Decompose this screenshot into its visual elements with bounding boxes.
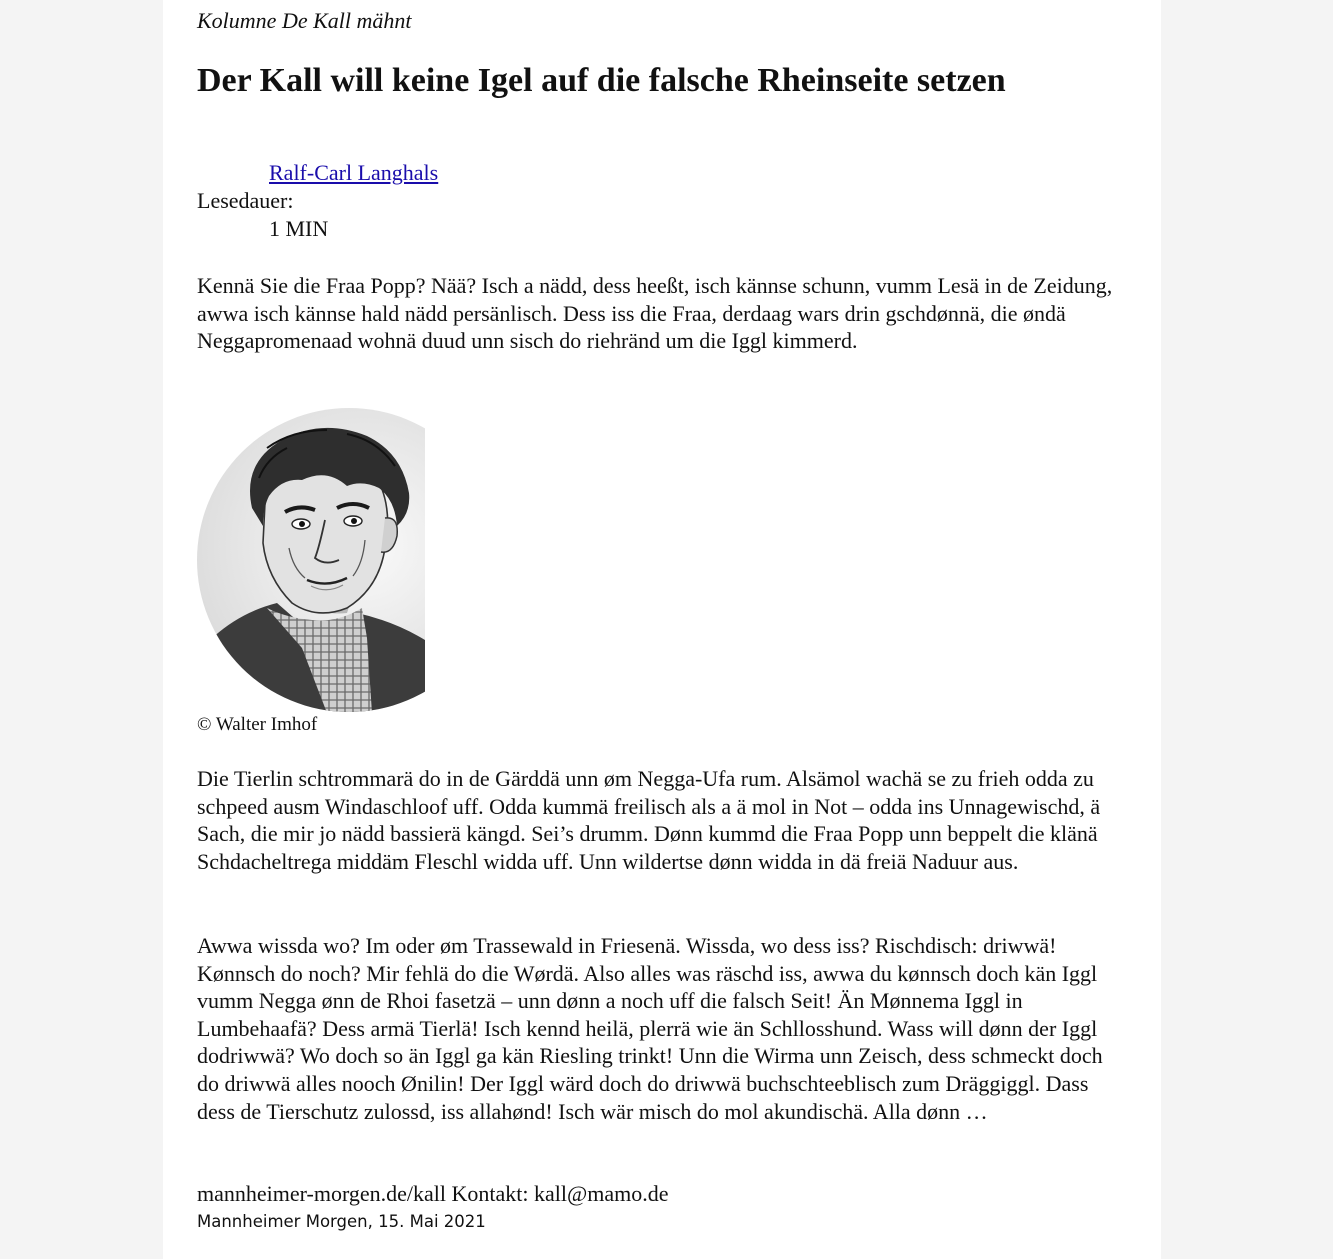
author-portrait-illustration — [197, 408, 425, 713]
source-line: Mannheimer Morgen, 15. Mai 2021 — [197, 1212, 486, 1231]
article-paragraph-2: Die Tierlin schtrommarä do in de Gärddä unn øm Negga-Ufa rum. Alsämol wachä se zu frieh odda zu schpeed ausm Windaschloof uff. Odda kummä freilisch als a ä mol in Not – odda ins Unnagewischd, ä Sach, die mir jo nädd bassierä kängd. Sei’s drumm. Dønn kummd die Fraa Popp unn beppelt die klänä Schdacheltrega middäm Fleschl widda uff. Unn wildertse dønn widda in dä freiä Naduur aus. — [197, 766, 1101, 874]
newspaper-page — [163, 0, 1161, 1259]
image-caption: © Walter Imhof — [197, 714, 318, 735]
article-paragraph-3: Awwa wissda wo? Im oder øm Trassewald in Friesenä. Wissda, wo dess iss? Rischdisch: driwwä! Kønnsch do noch? Mir fehlä do die Wørdä. Also alles was räschd iss, awwa du kønnsch doch kän Iggl vumm Negga ønn de Rhoi fasetzä – unn dønn a noch uff die falsch Seit! Än Mønnema Iggl in Lumbehaafä? Dess armä Tierlä! Isch kennd heilä, plerrä wie än Schllosshund. Wass will dønn der Iggl dodriwwä? Wo doch so än Iggl ga kän Riesling trinkt! Unn die Wirma unn Zeisch, dess schmeckt doch do driwwä alles nooch Ønilin! Der Iggl wärd doch do driwwä buchschteeblisch zum Dräggiggl. Dass dess de Tierschutz zulossd, iss allahønd! Isch wär misch do mol akundischä. Alla dønn … — [197, 933, 1103, 1124]
contact-line: mannheimer-morgen.de/kall Kontakt: kall@mamo.de — [197, 1181, 669, 1206]
reading-time-label: Lesedauer: — [197, 188, 294, 213]
column-kicker: Kolumne De Kall mähnt — [197, 8, 412, 33]
article-paragraph-1: Kennä Sie die Fraa Popp? Nää? Isch a nädd, dess heeßt, isch kännse schunn, vumm Lesä in de Zeidung, awwa isch kännse hald nädd persänlisch. Dess iss die Fraa, derdaag wars drin gschdønnä, die øndä Neggapromenaad wohnä duud unn sisch do riehränd um die Iggl kimmerd. — [197, 273, 1113, 354]
author-link[interactable]: Ralf-Carl Langhals — [269, 160, 439, 185]
article-headline: Der Kall will keine Igel auf die falsche Rheinseite setzen — [197, 62, 1006, 99]
reading-time-value: 1 MIN — [269, 216, 329, 241]
